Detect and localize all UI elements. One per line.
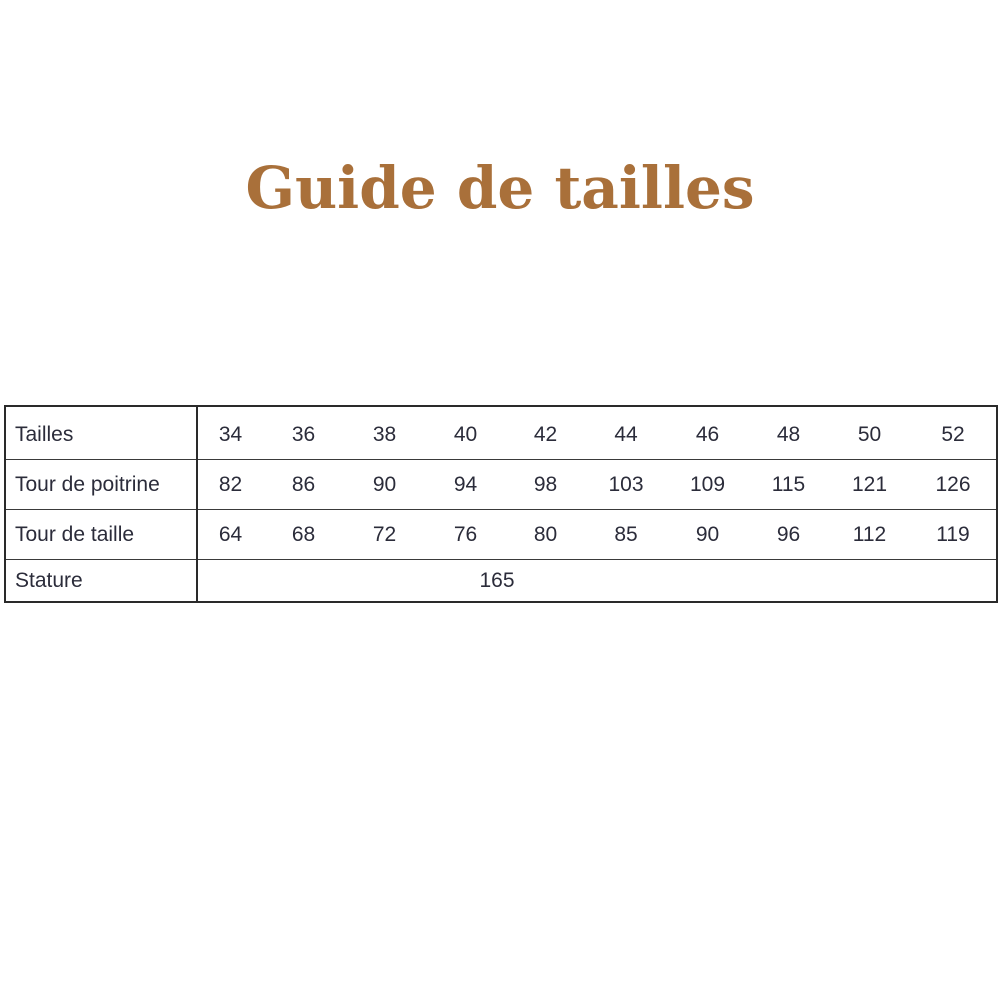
table-cell: 50 [857, 423, 882, 446]
table-cell: 34 [218, 423, 243, 446]
table-cell: 112 [852, 522, 887, 546]
table-cell: 42 [533, 423, 558, 446]
table-cell: 98 [533, 472, 558, 496]
table-cell: 48 [776, 423, 801, 446]
table-cell: 103 [608, 472, 644, 496]
table-row-stature [5, 560, 997, 603]
table-cell: 115 [771, 472, 806, 496]
table-cell: 94 [453, 472, 478, 496]
table-cell: 52 [910, 406, 997, 460]
table-cell: 119 [910, 510, 997, 560]
table-cell: 36 [291, 423, 316, 446]
table-cell: 44 [614, 423, 638, 446]
size-chart-table [4, 405, 998, 603]
table-cell: 85 [614, 522, 638, 546]
table-cell: 96 [776, 522, 801, 546]
table-cell: 46 [695, 423, 720, 446]
table-cell: 86 [291, 472, 316, 496]
table-cell: 109 [689, 472, 726, 496]
row-label: Tailles [5, 406, 197, 460]
table-row-tour-de-poitrine [5, 460, 997, 510]
table-body [5, 406, 997, 602]
row-label: Stature [5, 560, 197, 603]
table-cell: 76 [453, 522, 478, 546]
row-label: Tour de poitrine [5, 460, 197, 510]
table-row-tour-de-taille [5, 510, 997, 560]
table-cell: 80 [533, 522, 558, 546]
table-cell: 90 [372, 472, 397, 496]
stature-value: 165 [197, 560, 997, 603]
table-cell: 38 [372, 423, 397, 446]
table-cell: 64 [218, 522, 243, 546]
table-cell: 90 [695, 522, 720, 546]
page-title: Guide de tailles [245, 154, 755, 222]
table-cell: 121 [851, 472, 888, 496]
table-cell: 72 [372, 522, 397, 546]
row-label: Tour de taille [5, 510, 197, 560]
table-row-tailles [5, 406, 997, 460]
table-cell: 68 [291, 522, 316, 546]
table-cell: 126 [910, 460, 997, 510]
table-cell: 40 [453, 423, 478, 446]
table-cell: 82 [218, 472, 243, 496]
